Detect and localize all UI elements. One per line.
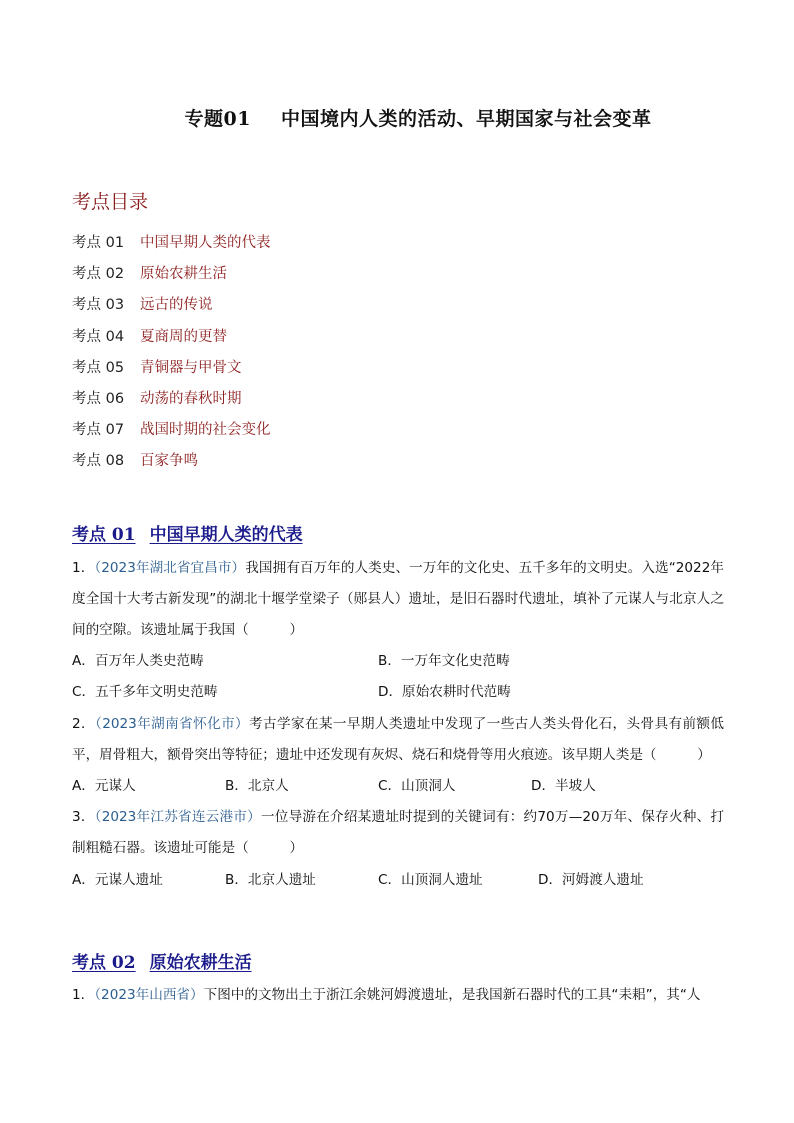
toc-item[interactable] (72, 257, 271, 288)
answer-option[interactable]: D．半坡人 (531, 778, 596, 794)
toc-item-label[interactable]: 夏商周的更替 (140, 328, 227, 345)
toc-item[interactable] (72, 413, 271, 444)
toc-item-key: 考点 03 (72, 297, 125, 314)
toc-item-label[interactable]: 动荡的春秋时期 (140, 391, 242, 408)
section-title: 中国早期人类的代表 (149, 525, 303, 545)
toc-item-label[interactable]: 战国时期的社会变化 (140, 422, 271, 439)
toc-item[interactable] (72, 444, 271, 475)
question-source: （2023年山西省） (94, 987, 204, 1003)
section-key: 考点 02 (72, 953, 136, 973)
toc-item[interactable] (72, 288, 271, 319)
section-heading-01 (72, 520, 303, 545)
question-body: 一位导游在介绍某遗址时提到的关键词有：约70万—20万年、保存火种、打制粗糙石器。该遗址可能是（ ） (72, 809, 725, 856)
question-body: 考古学家在某一早期人类遗址中发现了一些古人类头骨化石，头骨具有前额低平，眉骨粗大，额骨突出等特征；遗址中还发现有灰烬、烧石和烧骨等用火痕迹。该早期人类是（ ） (72, 716, 725, 763)
question-source: （2023年湖北省宜昌市） (94, 560, 246, 576)
question-number: 1． (72, 987, 95, 1003)
toc-item[interactable] (72, 320, 271, 351)
answer-option[interactable]: C．山顶洞人 (378, 778, 456, 794)
question-text (72, 709, 724, 771)
toc-item-label[interactable]: 百家争鸣 (140, 453, 198, 470)
question-text (72, 553, 724, 646)
question-body: 我国拥有百万年的人类史、一万年的文化史、五千多年的文明史。入选“2022年度全国十大考古新发现”的湖北十堰学堂梁子（郧县人）遗址，是旧石器时代遗址，填补了元谋人与北京人之间的空隙。该遗址属于我国（ ） (72, 560, 725, 638)
toc-item-key: 考点 04 (72, 328, 125, 345)
topic-title: 中国境内人类的活动、早期国家与社会变革 (280, 108, 652, 130)
section-key: 考点 01 (72, 525, 136, 545)
question-source: （2023年湖南省怀化市） (95, 716, 250, 732)
answer-option[interactable]: B．北京人遗址 (225, 872, 316, 888)
toc-item-label[interactable]: 中国早期人类的代表 (140, 235, 271, 252)
question-source: （2023年江苏省连云港市） (94, 809, 261, 825)
answer-option[interactable]: C．山顶洞人遗址 (378, 872, 483, 888)
answer-option[interactable]: B．北京人 (225, 778, 289, 794)
answer-option[interactable]: D．河姆渡人遗址 (538, 872, 644, 888)
section-heading-02 (72, 948, 252, 973)
question-text (72, 802, 724, 864)
toc-item-key: 考点 06 (72, 391, 125, 408)
question-text (72, 980, 724, 1011)
question-number: 2． (72, 716, 96, 732)
answer-option[interactable]: A．百万年人类史范畴 (72, 653, 204, 669)
answer-options (72, 646, 724, 677)
toc-item[interactable] (72, 226, 271, 257)
answer-options (72, 865, 724, 896)
answer-option[interactable]: A．元谋人遗址 (72, 872, 163, 888)
toc-item-key: 考点 02 (72, 266, 125, 283)
toc-heading: 考点目录 (72, 191, 149, 213)
toc-item-key: 考点 08 (72, 453, 125, 470)
toc-item[interactable] (72, 351, 271, 382)
question-number: 3． (72, 809, 95, 825)
answer-options (72, 677, 724, 708)
table-of-contents (72, 226, 271, 476)
toc-item-key: 考点 05 (72, 359, 125, 376)
toc-item-label[interactable]: 远古的传说 (140, 297, 213, 314)
toc-item[interactable] (72, 382, 271, 413)
toc-item-key: 考点 07 (72, 422, 125, 439)
question-body: 下图中的文物出土于浙江余姚河姆渡遗址，是我国新石器时代的工具“耒耜”，其“人 (203, 987, 701, 1003)
question-number: 1． (72, 560, 95, 576)
answer-option[interactable]: B．一万年文化史范畴 (378, 653, 510, 669)
toc-item-key: 考点 01 (72, 235, 125, 252)
page-title (0, 104, 794, 131)
section-title: 原始农耕生活 (149, 953, 252, 973)
topic-number: 专题01 (184, 108, 251, 130)
answer-option[interactable]: A．元谋人 (72, 778, 136, 794)
answer-option[interactable]: C．五千多年文明史范畴 (72, 684, 218, 700)
toc-item-label[interactable]: 青铜器与甲骨文 (140, 359, 242, 376)
toc-item-label[interactable]: 原始农耕生活 (140, 266, 227, 283)
answer-option[interactable]: D．原始农耕时代范畴 (378, 684, 511, 700)
answer-options (72, 771, 724, 802)
